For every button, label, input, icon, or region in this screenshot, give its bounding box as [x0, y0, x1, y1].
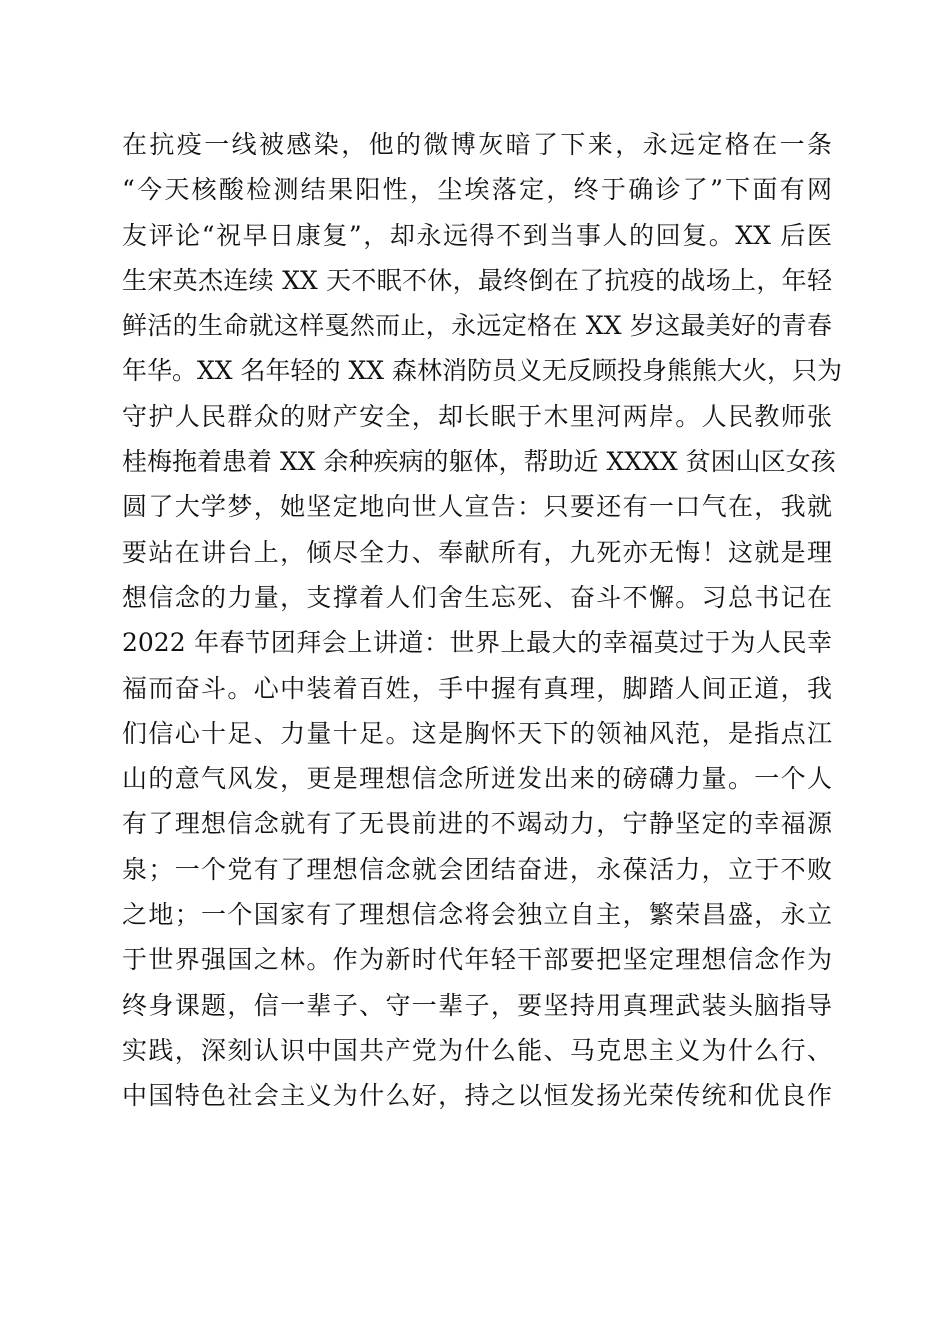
text-line: 在抗疫一线被感染，他的微博灰暗了下来，永远定格在一条 [122, 130, 832, 159]
text-line: 年华。XX 名年轻的 XX 森林消防员义无反顾投身熊熊大火，只为 [122, 356, 843, 386]
text-line: 桂梅拖着患着 XX 余种疾病的躯体，帮助近 XXXX 贫困山区女孩 [122, 447, 836, 477]
text-line: 友评论“祝早日康复”，却永远得不到当事人的回复。XX 后医 [122, 220, 832, 250]
text-line: 实践，深刻认识中国共产党为什么能、马克思主义为什么行、 [122, 1035, 832, 1065]
text-line: 要站在讲台上，倾尽全力、奉献所有，九死亦无悔！这就是理 [122, 537, 832, 567]
text-line: 于世界强国之林。作为新时代年轻干部要把坚定理想信念作为 [122, 945, 832, 975]
text-line: 圆了大学梦，她坚定地向世人宣告：只要还有一口气在，我就 [122, 492, 832, 522]
text-line: 中国特色社会主义为什么好，持之以恒发扬光荣传统和优良作 [122, 1081, 832, 1111]
text-line: 2022 年春节团拜会上讲道：世界上最大的幸福莫过于为人民幸 [122, 628, 832, 658]
text-line: 终身课题，信一辈子、守一辈子，要坚持用真理武装头脑指导 [122, 990, 832, 1020]
body-paragraph [122, 122, 843, 1119]
text-line: 福而奋斗。心中装着百姓，手中握有真理，脚踏人间正道，我 [122, 673, 832, 703]
text-line: 守护人民群众的财产安全，却长眠于木里河两岸。人民教师张 [122, 401, 832, 431]
text-line: 有了理想信念就有了无畏前进的不竭动力，宁静坚定的幸福源 [122, 809, 832, 839]
text-line: 泉；一个党有了理想信念就会团结奋进，永葆活力，立于不败 [122, 854, 832, 884]
text-line: 山的意气风发，更是理想信念所迸发出来的磅礴力量。一个人 [122, 764, 832, 794]
text-line: 们信心十足、力量十足。这是胸怀天下的领袖风范，是指点江 [122, 718, 832, 748]
text-line: 鲜活的生命就这样戛然而止，永远定格在 XX 岁这最美好的青春 [122, 311, 832, 341]
text-line: 想信念的力量，支撑着人们舍生忘死、奋斗不懈。习总书记在 [122, 582, 832, 612]
text-line: 生宋英杰连续 XX 天不眠不休，最终倒在了抗疫的战场上，年轻 [122, 265, 832, 295]
text-line: “今天核酸检测结果阳性，尘埃落定，终于确诊了”下面有网 [122, 175, 832, 205]
text-line: 之地；一个国家有了理想信念将会独立自主，繁荣昌盛，永立 [122, 900, 832, 930]
